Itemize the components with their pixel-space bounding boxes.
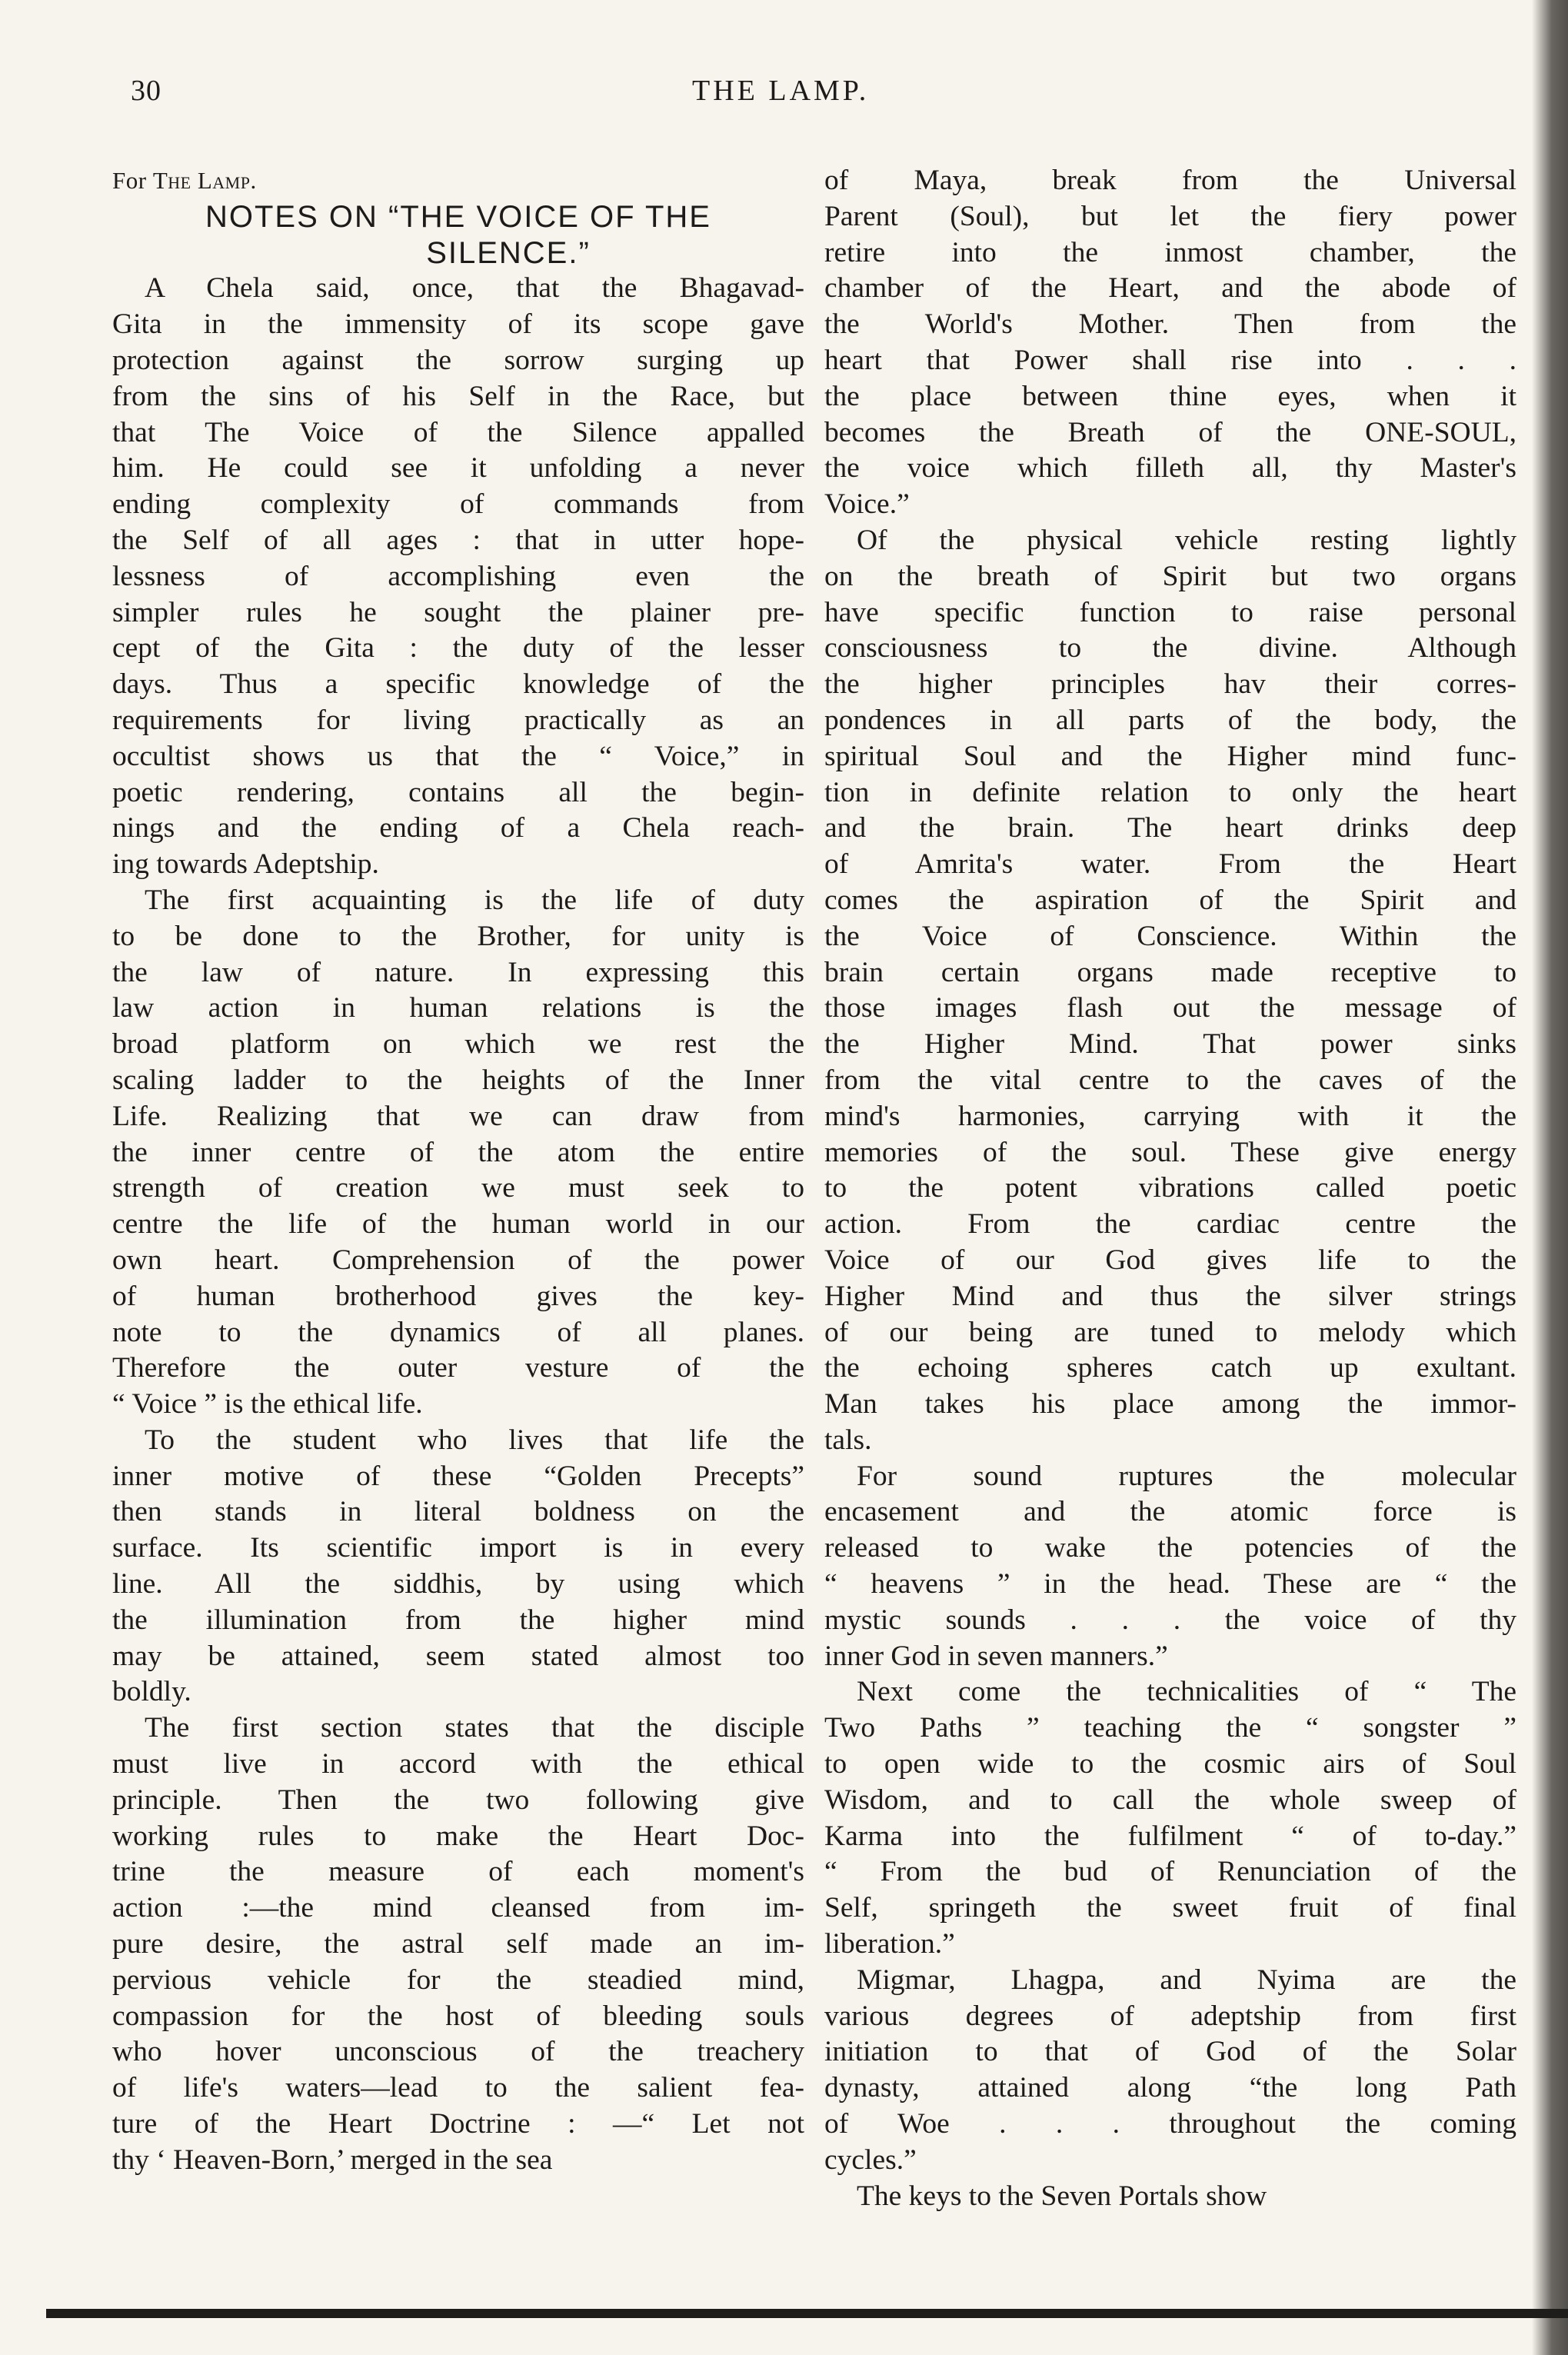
right-column-line: Next come the technicalities of “ The [857, 1676, 1516, 1708]
left-column-line: the inner centre of the atom the entire [112, 1136, 804, 1168]
right-column-line: pondences in all parts of the body, the [824, 704, 1516, 736]
right-column-line: tals. [824, 1424, 872, 1456]
right-column-line: action. From the cardiac centre the [824, 1208, 1516, 1241]
left-column-line: note to the dynamics of all planes. [112, 1316, 804, 1348]
running-title: THE LAMP. [692, 75, 870, 107]
right-column-line: the higher principles hav their corres- [824, 668, 1516, 701]
right-column-line: dynasty, attained along “the long Path [824, 2072, 1516, 2104]
left-column-line: centre the life of the human world in our [112, 1208, 804, 1241]
left-column-line: that The Voice of the Silence appalled [112, 416, 804, 448]
right-column-line: For sound ruptures the molecular [857, 1460, 1516, 1492]
left-column-line: requirements for living practically as an [112, 704, 804, 736]
bottom-rule [46, 2309, 1568, 2318]
left-column-line: cept of the Gita : the duty of the lesser [112, 632, 804, 665]
left-column-line: Life. Realizing that we can draw from [112, 1100, 804, 1132]
left-column-line: working rules to make the Heart Doc- [112, 1820, 804, 1852]
right-column-line: of Maya, break from the Universal [824, 165, 1516, 196]
right-column-line: liberation.” [824, 1928, 955, 1960]
left-column-line: who hover unconscious of the treachery [112, 2036, 804, 2068]
left-column-line: thy ‘ Heaven-Born,’ merged in the sea [112, 2143, 553, 2176]
left-column-line: “ Voice ” is the ethical life. [112, 1388, 423, 1421]
right-column-line: consciousness to the divine. Although [824, 632, 1516, 665]
left-column-line: boldly. [112, 1676, 191, 1708]
right-column-line: spiritual Soul and the Higher mind func- [824, 740, 1516, 772]
right-column [824, 163, 1516, 2214]
right-column-line: cycles.” [824, 2143, 917, 2176]
left-column-line: A Chela said, once, that the Bhagavad- [145, 272, 804, 305]
article-title-line-1: NOTES ON “THE VOICE OF THE [205, 199, 711, 234]
left-column-line: Gita in the immensity of its scope gave [112, 308, 804, 341]
right-column-line: Higher Mind and thus the silver strings [824, 1280, 1516, 1312]
left-column-line: line. All the siddhis, by using which [112, 1568, 804, 1601]
left-column-line: of human brotherhood gives the key- [112, 1280, 804, 1312]
left-column-line: compassion for the host of bleeding souls [112, 2000, 804, 2032]
right-column-line: “ heavens ” in the head. These are “ the [824, 1568, 1516, 1601]
left-column-line: the illumination from the higher mind [112, 1604, 804, 1636]
right-column-line: Self, springeth the sweet fruit of final [824, 1892, 1516, 1924]
right-column-line: the place between thine eyes, when it [824, 380, 1516, 412]
right-column-line: of Woe . . . throughout the coming [824, 2108, 1516, 2140]
right-column-line: the Voice of Conscience. Within the [824, 920, 1516, 952]
left-column-line: lessness of accomplishing even the [112, 560, 804, 592]
left-column-text [112, 271, 804, 2178]
right-column-line: various degrees of adeptship from first [824, 2000, 1516, 2032]
left-column-line: from the sins of his Self in the Race, but [112, 380, 804, 412]
page-binding-shadow [1532, 0, 1568, 2355]
left-column-line: to be done to the Brother, for unity is [112, 920, 804, 952]
article-kicker: For The Lamp. [112, 167, 257, 194]
left-column-line: then stands in literal boldness on the [112, 1496, 804, 1528]
right-column-line: mind's harmonies, carrying with it the [824, 1100, 1516, 1132]
left-column-line: occultist shows us that the “ Voice,” in [112, 740, 804, 772]
left-column-line: The first section states that the disciple [145, 1712, 804, 1744]
right-column-line: Migmar, Lhagpa, and Nyima are the [857, 1964, 1516, 1996]
left-column-line: ture of the Heart Doctrine : —“ Let not [112, 2108, 804, 2140]
right-column-line: Of the physical vehicle resting lightly [857, 524, 1516, 556]
right-column-line: on the breath of Spirit but two organs [824, 560, 1516, 592]
right-column-line: Two Paths ” teaching the “ songster ” [824, 1712, 1516, 1744]
right-column-line: Voice of our God gives life to the [824, 1244, 1516, 1276]
right-column-line: Karma into the fulfilment “ of to-day.” [824, 1820, 1516, 1852]
right-column-line: “ From the bud of Renunciation of the [824, 1856, 1516, 1888]
right-column-line: of our being are tuned to melody which [824, 1316, 1516, 1348]
left-column-line: Therefore the outer vesture of the [112, 1352, 804, 1384]
right-column-line: Parent (Soul), but let the fiery power [824, 200, 1516, 232]
left-column-line: law action in human relations is the [112, 992, 804, 1024]
left-column-line: strength of creation we must seek to [112, 1172, 804, 1204]
right-column-line: the voice which filleth all, thy Master's [824, 452, 1516, 485]
left-column-line: pervious vehicle for the steadied mind, [112, 1964, 804, 1996]
left-column-line: the Self of all ages : that in utter hope- [112, 524, 804, 556]
article-title-line-2: SILENCE.” [426, 235, 591, 270]
right-column-line: The keys to the Seven Portals show [857, 2180, 1267, 2212]
left-column-line: pure desire, the astral self made an im- [112, 1928, 804, 1960]
right-column-line: Voice.” [824, 488, 910, 521]
left-column [112, 163, 804, 2179]
right-column-line: from the vital centre to the caves of the [824, 1064, 1516, 1096]
left-column-line: days. Thus a specific knowledge of the [112, 668, 804, 701]
right-column-line: to the potent vibrations called poetic [824, 1172, 1516, 1204]
right-column-line: encasement and the atomic force is [824, 1496, 1516, 1528]
right-column-line: brain certain organs made receptive to [824, 956, 1516, 988]
left-column-line: inner motive of these “Golden Precepts” [112, 1460, 804, 1492]
left-column-line: simpler rules he sought the plainer pre- [112, 596, 804, 628]
right-column-line: of Amrita's water. From the Heart [824, 848, 1516, 881]
right-column-line: mystic sounds . . . the voice of thy [824, 1604, 1516, 1636]
left-column-line: own heart. Comprehension of the power [112, 1244, 804, 1276]
right-column-line: memories of the soul. These give energy [824, 1136, 1516, 1168]
page-header [0, 74, 1568, 128]
left-column-line: broad platform on which we rest the [112, 1028, 804, 1061]
right-column-line: comes the aspiration of the Spirit and [824, 884, 1516, 916]
left-column-line: trine the measure of each moment's [112, 1856, 804, 1888]
right-column-line: becomes the Breath of the ONE-SOUL, [824, 416, 1516, 448]
left-column-line: the law of nature. In expressing this [112, 956, 804, 988]
page-number: 30 [131, 75, 161, 107]
right-column-line: the echoing spheres catch up exultant. [824, 1352, 1516, 1384]
right-column-line: inner God in seven manners.” [824, 1640, 1168, 1672]
left-column-line: of life's waters—lead to the salient fea- [112, 2072, 804, 2104]
left-column-line: him. He could see it unfolding a never [112, 452, 804, 485]
left-column-line: scaling ladder to the heights of the Inner [112, 1064, 804, 1096]
left-column-line: surface. Its scientific import is in every [112, 1532, 804, 1564]
right-column-line: retire into the inmost chamber, the [824, 236, 1516, 268]
right-column-line: to open wide to the cosmic airs of Soul [824, 1748, 1516, 1780]
right-column-line: the World's Mother. Then from the [824, 308, 1516, 341]
right-column-text [824, 163, 1516, 2214]
right-column-line: have specific function to raise personal [824, 596, 1516, 628]
right-column-line: those images flash out the message of [824, 992, 1516, 1024]
left-column-line: To the student who lives that life the [145, 1424, 804, 1456]
left-column-line: ing towards Adeptship. [112, 848, 379, 881]
right-column-line: initiation to that of God of the Solar [824, 2036, 1516, 2068]
right-column-line: and the brain. The heart drinks deep [824, 812, 1516, 844]
left-column-line: must live in accord with the ethical [112, 1748, 804, 1780]
right-column-line: tion in definite relation to only the heart [824, 776, 1516, 808]
left-column-line: action :—the mind cleansed from im- [112, 1892, 804, 1924]
right-column-line: Man takes his place among the immor- [824, 1388, 1516, 1421]
right-column-line: released to wake the potencies of the [824, 1532, 1516, 1564]
left-column-line: protection against the sorrow surging up [112, 344, 804, 376]
left-column-line: poetic rendering, contains all the begin- [112, 776, 804, 808]
left-column-line: ending complexity of commands from [112, 488, 804, 521]
right-column-line: chamber of the Heart, and the abode of [824, 272, 1516, 305]
left-column-line: The first acquainting is the life of duty [145, 884, 804, 916]
right-column-line: heart that Power shall rise into . . . [824, 344, 1516, 376]
left-column-line: may be attained, seem stated almost too [112, 1640, 804, 1672]
left-column-line: nings and the ending of a Chela reach- [112, 812, 804, 844]
right-column-line: Wisdom, and to call the whole sweep of [824, 1784, 1516, 1816]
left-column-line: principle. Then the two following give [112, 1784, 804, 1816]
right-column-line: the Higher Mind. That power sinks [824, 1028, 1516, 1061]
